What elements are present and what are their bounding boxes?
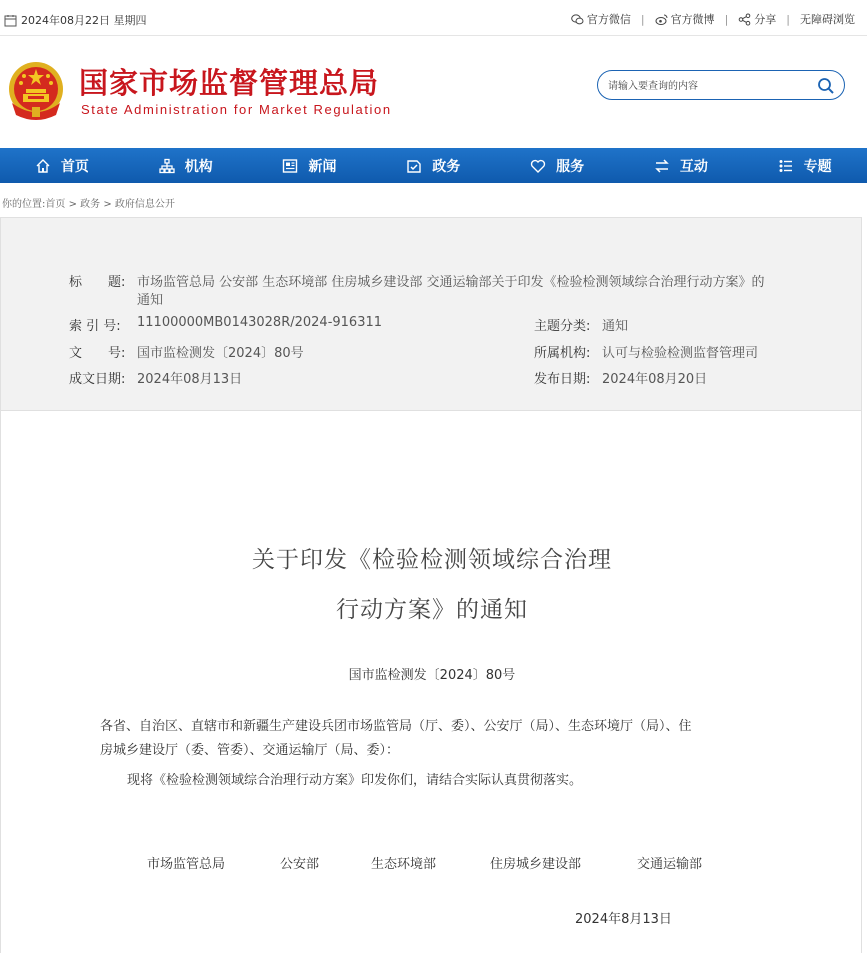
signer: 交通运输部 [637, 857, 703, 872]
gov-icon [406, 158, 422, 174]
nav-item-label: 服务 [556, 158, 585, 175]
document-info-panel [0, 217, 862, 411]
nav-item-label: 新闻 [308, 158, 337, 175]
signer: 住房城乡建设部 [490, 857, 582, 872]
nav-item-home[interactable] [0, 148, 124, 183]
weibo-icon [655, 13, 668, 26]
nav-item-label: 互动 [679, 158, 708, 175]
nav-item-service[interactable] [495, 148, 619, 183]
docno-label: 文 号: [69, 346, 126, 361]
breadcrumb-separator: > [103, 199, 112, 210]
weibo-label: 官方微博 [670, 13, 715, 26]
nav-item-gov[interactable] [371, 148, 495, 183]
written-date-label: 成文日期: [69, 372, 126, 387]
document-title-line2: 行动方案》的通知 [336, 597, 528, 623]
wechat-label: 官方微信 [586, 13, 631, 26]
addressee-line1: 各省、自治区、直辖市和新疆生产建设兵团市场监管局（厅、委）、公安厅（局）、生态环境厅（局）、住 [100, 719, 692, 734]
written-date-value: 2024年08月13日 [137, 372, 243, 387]
docno-value: 国市监检测发〔2024〕80号 [137, 346, 304, 361]
share-icon [738, 13, 751, 26]
search-box [597, 70, 845, 100]
separator: | [724, 12, 729, 26]
site-title-en: State Administration for Market Regulation [81, 102, 392, 117]
signer: 公安部 [280, 857, 320, 872]
date-text: 2024年08月22日 星期四 [21, 14, 147, 27]
breadcrumb-item-gov[interactable]: 政务 [80, 199, 101, 210]
signer: 市场监管总局 [147, 857, 226, 872]
category-value: 通知 [602, 319, 629, 334]
org-label: 所属机构: [534, 346, 591, 361]
search-icon[interactable] [817, 77, 835, 95]
nav-item-label: 首页 [60, 158, 89, 175]
separator: | [640, 12, 645, 26]
title-value-line1: 市场监管总局 公安部 生态环境部 住房城乡建设部 交通运输部关于印发《检验检测领域综合治理行动方案》的 [137, 275, 765, 290]
national-emblem-icon[interactable] [6, 59, 66, 123]
document-body [0, 411, 862, 953]
category-label: 主题分类: [534, 319, 591, 334]
current-date [4, 12, 147, 28]
top-utility-bar [0, 0, 867, 36]
separator: | [786, 12, 790, 26]
share-link[interactable] [738, 11, 776, 27]
calendar-icon [4, 14, 17, 27]
breadcrumb-prefix: 你的位置: [2, 199, 46, 210]
breadcrumb-separator: > [68, 199, 77, 210]
wechat-link[interactable] [571, 11, 631, 27]
main-nav [0, 148, 867, 183]
weibo-link[interactable] [655, 11, 715, 27]
breadcrumb-item-disclosure[interactable]: 政府信息公开 [114, 199, 175, 210]
document-title-line1: 关于印发《检验检测领域综合治理 [252, 547, 612, 573]
nav-item-label: 机构 [184, 158, 213, 175]
title-label: 标 题: [69, 275, 126, 290]
wechat-icon [571, 13, 584, 26]
site-title-cn[interactable]: 国家市场监督管理总局 [79, 66, 380, 100]
org-value: 认可与检验检测监督管理司 [602, 346, 759, 361]
heart-icon [530, 158, 546, 174]
share-label: 分享 [754, 13, 777, 26]
nav-item-org[interactable] [124, 148, 248, 183]
title-value-line2: 通知 [137, 293, 164, 308]
nav-item-topic[interactable] [743, 148, 867, 183]
nav-item-interaction[interactable] [619, 148, 743, 183]
topic-icon [778, 158, 794, 174]
site-header [0, 37, 867, 148]
breadcrumb [2, 195, 175, 210]
body-paragraph: 现将《检验检测领域综合治理行动方案》印发你们，请结合实际认真贯彻落实。 [127, 773, 583, 788]
org-icon [159, 158, 175, 174]
nav-item-label: 政务 [432, 158, 461, 175]
news-icon [282, 158, 298, 174]
nav-item-news[interactable] [248, 148, 372, 183]
addressee-line2: 房城乡建设厅（委、管委）、交通运输厅（局、委）： [100, 743, 400, 758]
index-value: 11100000MB0143028R/2024-916311 [137, 315, 383, 330]
exchange-icon [654, 158, 670, 174]
published-date-value: 2024年08月20日 [602, 372, 708, 387]
search-input[interactable] [608, 77, 808, 95]
nav-item-label: 专题 [803, 158, 832, 175]
accessibility-link[interactable] [800, 11, 855, 27]
signing-date: 2024年8月13日 [575, 912, 672, 927]
published-date-label: 发布日期: [534, 372, 591, 387]
top-links [571, 11, 855, 27]
breadcrumb-item-home[interactable]: 首页 [45, 199, 66, 210]
accessibility-label: 无障碍浏览 [800, 13, 855, 26]
document-number: 国市监检测发〔2024〕80号 [348, 668, 516, 683]
signer: 生态环境部 [371, 857, 437, 872]
home-icon [35, 158, 51, 174]
index-label: 索 引 号: [69, 319, 121, 334]
